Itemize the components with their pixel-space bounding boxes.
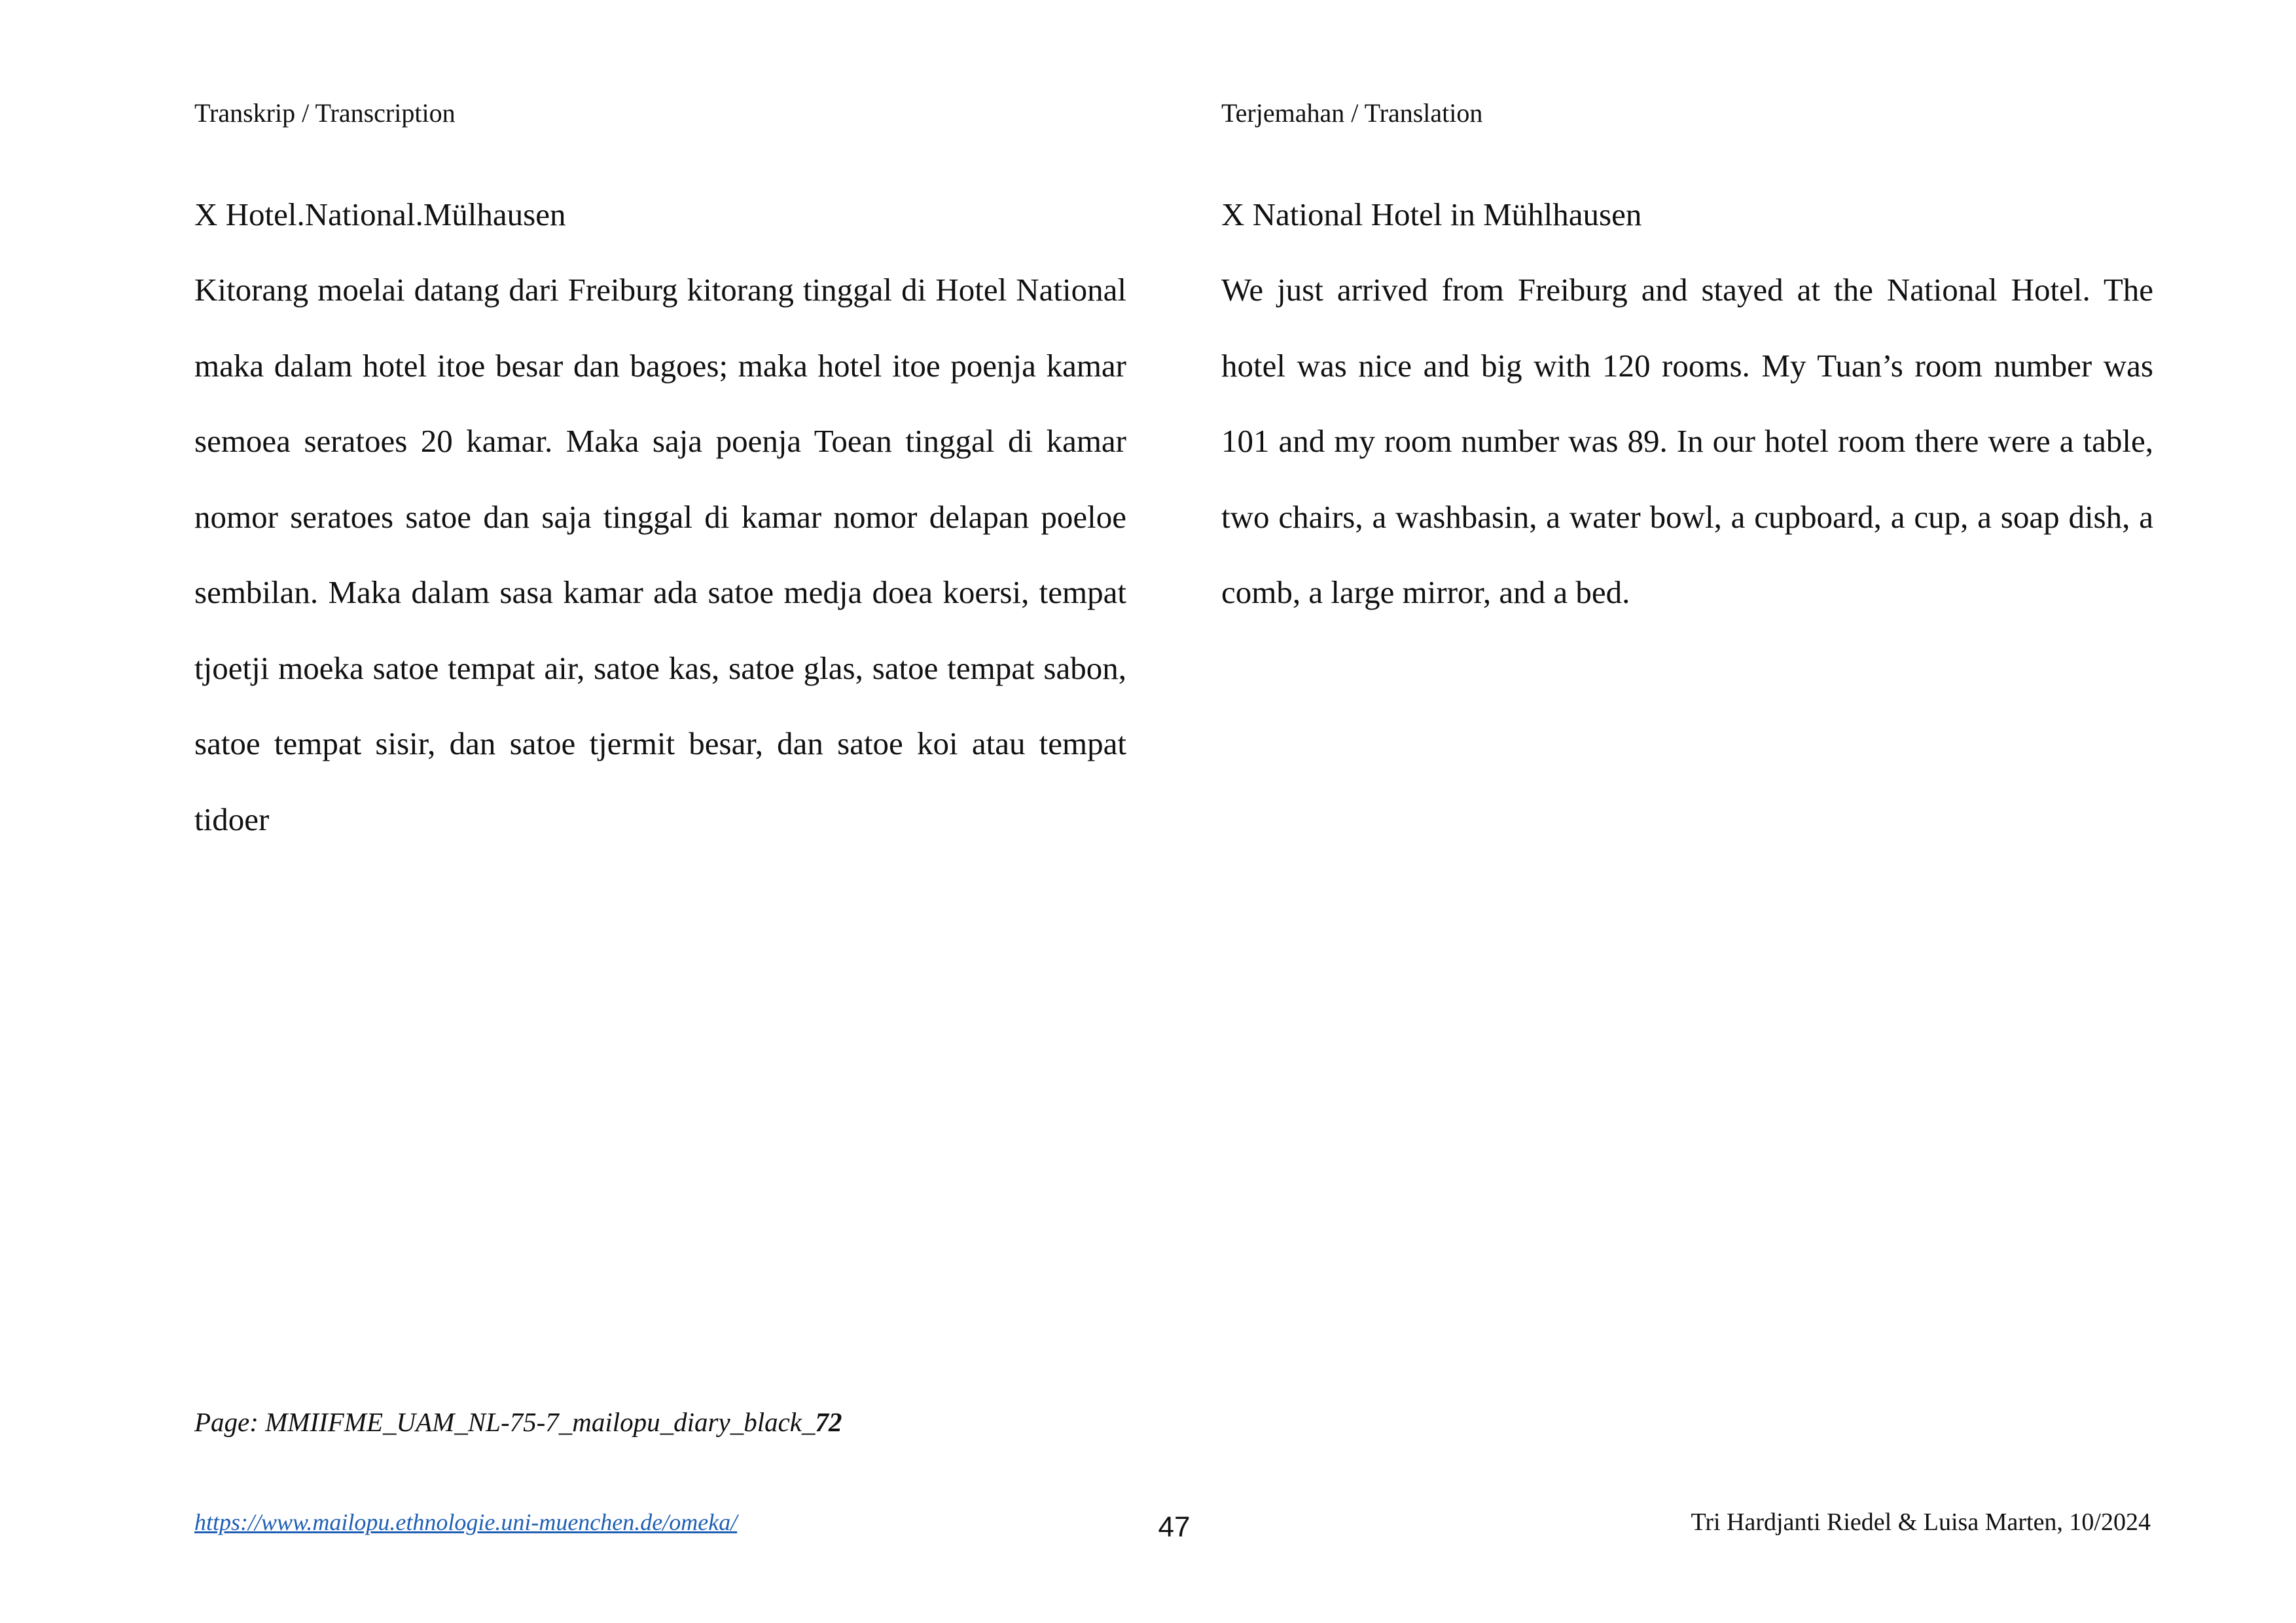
archive-link[interactable]: https://www.mailopu.ethnologie.uni-muenchen.de/omeka/	[194, 1509, 738, 1535]
translation-column-header: Terjemahan / Translation	[1221, 98, 1483, 128]
page-number: 47	[1158, 1511, 1191, 1543]
source-page-prefix: Page: MMIIFME_UAM_NL-75-7_mailopu_diary_black_	[194, 1407, 816, 1437]
source-page-number: 72	[815, 1407, 842, 1437]
translation-body: We just arrived from Freiburg and stayed at the National Hotel. The hotel was nice and big with 120 rooms. My Tuan’s room number was 101 and my room number was 89. In our hotel room there were a table, two chairs, a washbasin, a water bowl, a cupboard, a cup, a soap dish, a comb, a large mirror, and a bed.	[1221, 272, 2153, 610]
source-page-reference	[194, 1405, 842, 1439]
transcription-column	[194, 193, 1126, 857]
transcription-title: X Hotel.National.Mülhausen	[194, 196, 566, 232]
transcription-column-header: Transkrip / Transcription	[194, 98, 456, 128]
translation-title: X National Hotel in Mühlhausen	[1221, 196, 1642, 232]
transcription-body: Kitorang moelai datang dari Freiburg kitorang tinggal di Hotel National maka dalam hotel itoe besar dan bagoes; maka hotel itoe poenja kamar semoea seratoes 20 kamar. Maka saja poenja Toean tinggal di kamar nomor seratoes satoe dan saja tinggal di kamar nomor delapan poeloe sembilan. Maka dalam sasa kamar ada satoe medja doea koersi, tempat tjoetji moeka satoe tempat air, satoe kas, satoe glas, satoe tempat sabon, satoe tempat sisir, dan satoe tjermit besar, dan satoe koi atau tempat tidoer	[194, 272, 1126, 837]
authors-credit: Tri Hardjanti Riedel & Luisa Marten, 10/2024	[1691, 1508, 2151, 1536]
translation-column	[1221, 193, 2153, 630]
